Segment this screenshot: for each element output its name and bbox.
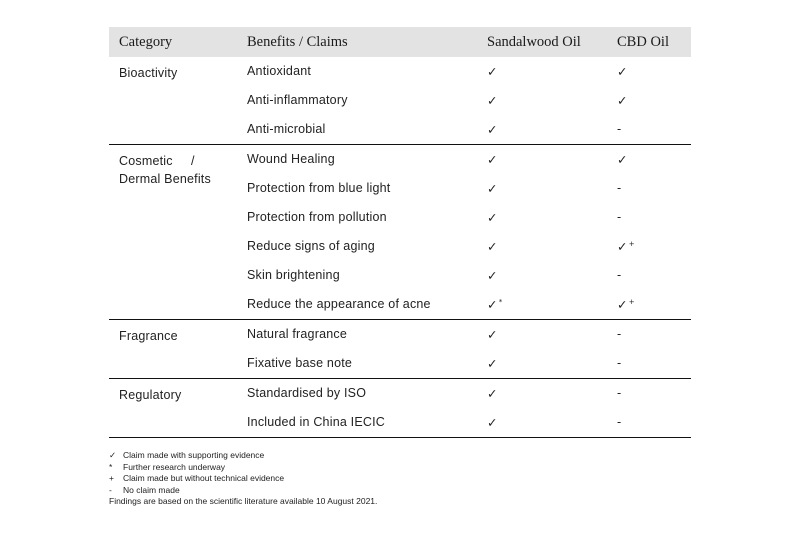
claim-mark: ✓ bbox=[617, 152, 628, 167]
cbd-cell bbox=[617, 327, 621, 341]
table-row bbox=[109, 174, 691, 203]
group-regulatory bbox=[109, 378, 691, 438]
legend-symbol: ✓ bbox=[109, 451, 117, 461]
sandalwood-cell bbox=[487, 64, 498, 79]
cbd-cell bbox=[617, 122, 621, 136]
table-header bbox=[109, 27, 691, 57]
table-row bbox=[109, 290, 691, 319]
benefit-cell: Fixative base note bbox=[247, 356, 353, 370]
table-row bbox=[109, 203, 691, 232]
cbd-cell bbox=[617, 181, 621, 195]
sandalwood-cell bbox=[487, 356, 498, 371]
category-line: Cosmetic / bbox=[119, 154, 195, 168]
header-benefits: Benefits / Claims bbox=[247, 34, 348, 50]
claim-note: + bbox=[628, 298, 635, 306]
claim-mark: ✓ bbox=[617, 93, 628, 108]
claim-mark: ✓ bbox=[617, 297, 628, 312]
claim-mark: - bbox=[617, 122, 622, 136]
benefit-cell: Skin brightening bbox=[247, 268, 340, 282]
benefit-cell: Anti-microbial bbox=[247, 122, 326, 136]
table-row bbox=[109, 408, 691, 437]
claim-mark: - bbox=[617, 268, 622, 282]
claim-mark: - bbox=[617, 210, 622, 224]
sandalwood-cell bbox=[487, 327, 498, 342]
claim-mark: ✓ bbox=[487, 93, 498, 108]
sandalwood-cell bbox=[487, 122, 498, 137]
legend-item bbox=[109, 462, 377, 473]
cbd-cell bbox=[617, 239, 635, 254]
table-row bbox=[109, 232, 691, 261]
sandalwood-cell bbox=[487, 239, 498, 254]
claim-mark: ✓ bbox=[487, 239, 498, 254]
table-row bbox=[109, 145, 691, 174]
claim-mark: ✓ bbox=[487, 64, 498, 79]
table-row bbox=[109, 320, 691, 349]
claim-mark: - bbox=[617, 327, 622, 341]
claim-mark: ✓ bbox=[487, 152, 498, 167]
header-cbd-oil: CBD Oil bbox=[617, 34, 669, 50]
sandalwood-cell bbox=[487, 386, 498, 401]
legend-symbol: + bbox=[109, 473, 114, 484]
footnote: Findings are based on the scientific literature available 10 August 2021. bbox=[109, 495, 378, 506]
cbd-cell bbox=[617, 386, 621, 400]
sandalwood-cell bbox=[487, 297, 502, 312]
legend-text: Further research underway bbox=[123, 462, 226, 473]
group-bioactivity bbox=[109, 57, 691, 144]
legend-text: Claim made with supporting evidence bbox=[123, 450, 265, 460]
claim-mark: ✓ bbox=[487, 386, 498, 401]
header-sandalwood-oil: Sandalwood Oil bbox=[487, 34, 581, 50]
benefit-cell: Anti-inflammatory bbox=[247, 93, 348, 107]
benefit-cell: Reduce signs of aging bbox=[247, 239, 375, 253]
claim-mark: ✓ bbox=[487, 181, 498, 196]
claim-mark: - bbox=[617, 386, 622, 400]
claim-note: + bbox=[628, 240, 635, 248]
table-row bbox=[109, 115, 691, 144]
cbd-cell bbox=[617, 64, 628, 79]
group-fragrance bbox=[109, 319, 691, 378]
sandalwood-cell bbox=[487, 93, 498, 108]
claim-mark: ✓ bbox=[617, 64, 628, 79]
claim-note: * bbox=[498, 298, 503, 306]
legend-text: No claim made bbox=[123, 484, 180, 495]
table-row bbox=[109, 261, 691, 290]
legend-item bbox=[109, 473, 377, 484]
claim-mark: ✓ bbox=[487, 268, 498, 283]
category-line: Dermal Benefits bbox=[119, 172, 211, 186]
legend-text: Claim made but without technical evidence bbox=[123, 473, 285, 484]
cbd-cell bbox=[617, 152, 628, 167]
sandalwood-cell bbox=[487, 181, 498, 196]
benefit-cell: Reduce the appearance of acne bbox=[247, 297, 431, 311]
category-label: Regulatory bbox=[119, 388, 182, 402]
benefit-cell: Antioxidant bbox=[247, 64, 312, 78]
benefit-cell: Wound Healing bbox=[247, 152, 335, 166]
category-label: Fragrance bbox=[119, 329, 178, 343]
claim-mark: ✓ bbox=[487, 327, 498, 342]
claim-mark: ✓ bbox=[487, 122, 498, 137]
table-row bbox=[109, 86, 691, 115]
cbd-cell bbox=[617, 297, 635, 312]
benefit-cell: Natural fragrance bbox=[247, 327, 347, 341]
group-cosmetic-dermal bbox=[109, 144, 691, 319]
sandalwood-cell bbox=[487, 210, 498, 225]
sandalwood-cell bbox=[487, 415, 498, 430]
cbd-cell bbox=[617, 93, 628, 108]
claim-mark: ✓ bbox=[487, 210, 498, 225]
cbd-cell bbox=[617, 210, 621, 224]
cbd-cell bbox=[617, 268, 621, 282]
claim-mark: ✓ bbox=[617, 239, 628, 254]
benefit-cell: Standardised by ISO bbox=[247, 386, 367, 400]
benefit-cell: Protection from blue light bbox=[247, 181, 391, 195]
claims-table bbox=[109, 27, 691, 438]
legend-item bbox=[109, 485, 377, 496]
benefit-cell: Included in China IECIC bbox=[247, 415, 386, 429]
header-category: Category bbox=[119, 34, 173, 50]
cbd-cell bbox=[617, 356, 621, 370]
table-row bbox=[109, 57, 691, 86]
claim-mark: - bbox=[617, 415, 622, 429]
legend bbox=[109, 450, 377, 507]
claim-mark: - bbox=[617, 356, 622, 370]
legend-symbol: * bbox=[109, 462, 113, 473]
claim-mark: - bbox=[617, 181, 622, 195]
legend-symbol: - bbox=[109, 484, 112, 495]
sandalwood-cell bbox=[487, 268, 498, 283]
cbd-cell bbox=[617, 415, 621, 429]
category-label: Bioactivity bbox=[119, 66, 178, 80]
sandalwood-cell bbox=[487, 152, 498, 167]
legend-item bbox=[109, 450, 377, 462]
claim-mark: ✓ bbox=[487, 297, 498, 312]
claim-mark: ✓ bbox=[487, 356, 498, 371]
table-row bbox=[109, 349, 691, 378]
claim-mark: ✓ bbox=[487, 415, 498, 430]
table-row bbox=[109, 379, 691, 408]
benefit-cell: Protection from pollution bbox=[247, 210, 387, 224]
